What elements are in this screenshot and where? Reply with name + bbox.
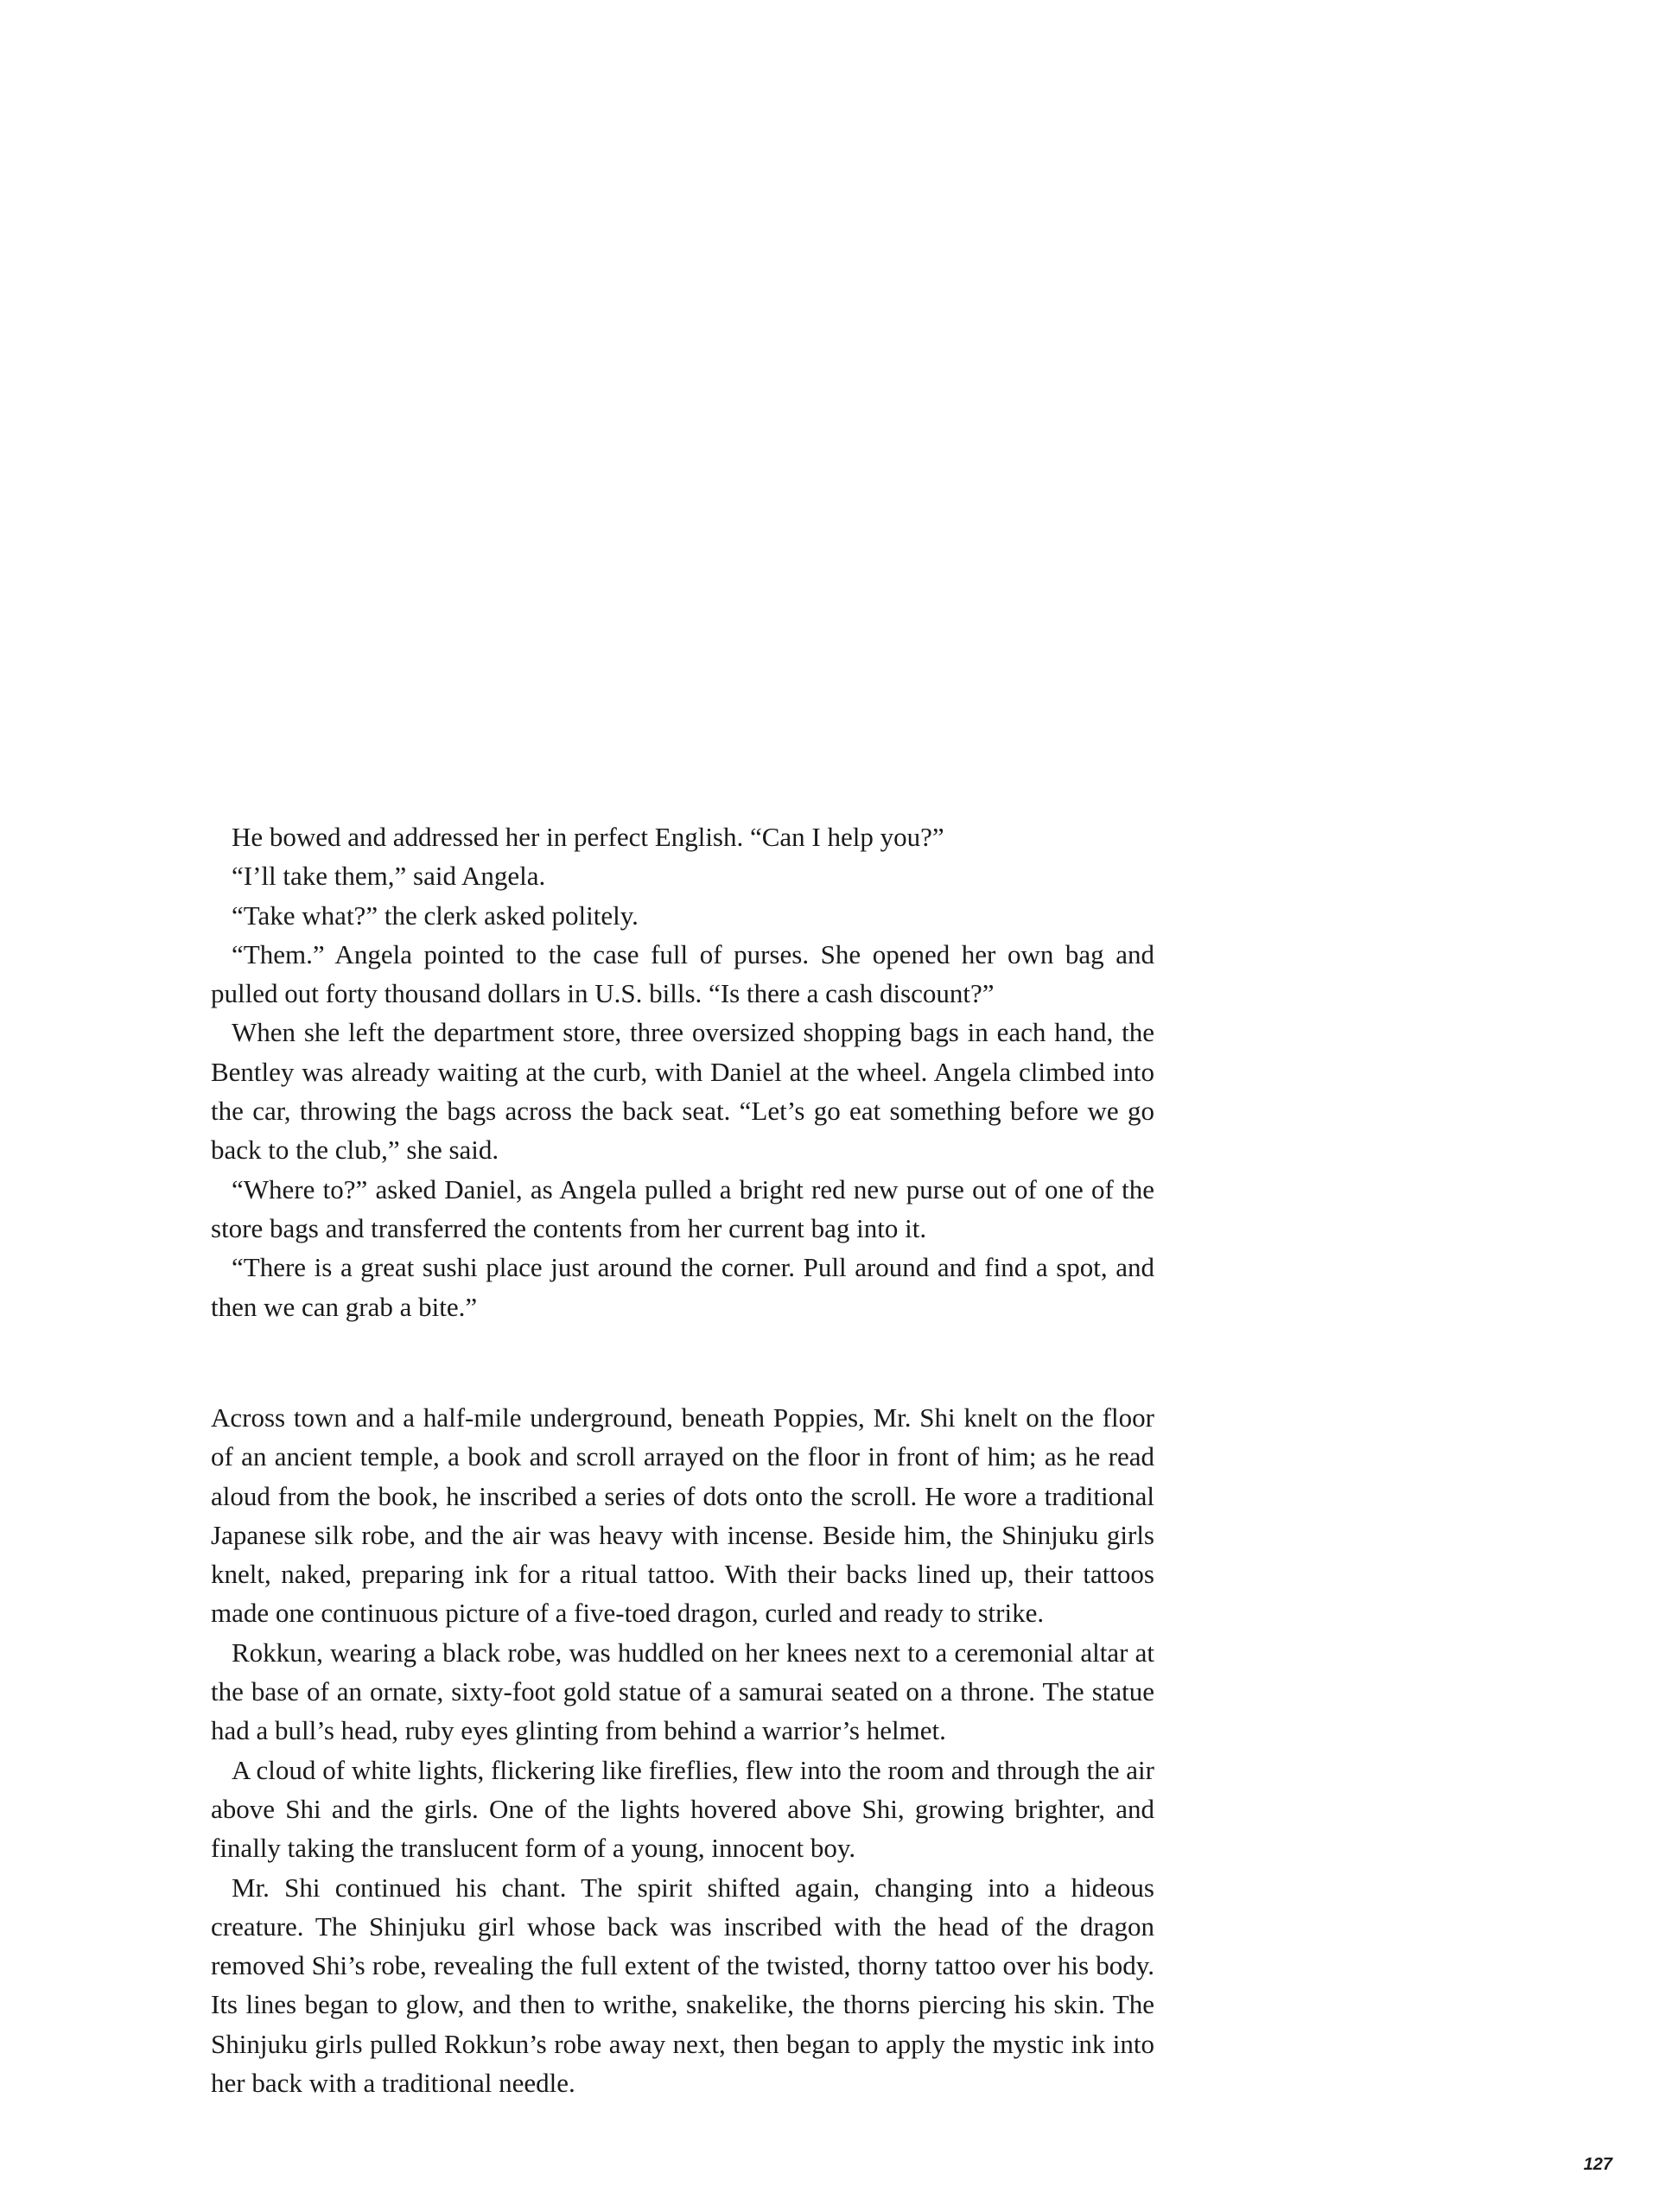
paragraph: Mr. Shi continued his chant. The spirit shifted again, changing into a hideous creature. The Shinjuku girl whose back was inscribed with the head of the dragon removed Shi’s robe, revealing the full extent of the twisted, thorny tattoo over his body. Its lines began to glow, and then to writhe, snakelike, the thorns piercing his skin. The Shinjuku girls pulled Rokkun’s robe away next, then began to apply the mystic ink into her back with a traditional needle. — [211, 1872, 1154, 2099]
paragraph: He bowed and addressed her in perfect English. “Can I help you?” — [232, 822, 944, 852]
text-section-1 — [211, 817, 1154, 1326]
paragraph: “Take what?” the clerk asked politely. — [232, 899, 639, 931]
paragraph: Across town and a half-mile underground, beneath Poppies, Mr. Shi knelt on the floor of an ancient temple, a book and scroll arrayed on the floor in front of him; as he read aloud from the book, he inscribed a series of dots onto the scroll. He wore a traditional Japanese silk robe, and the air was heavy with incense. Beside him, the Shinjuku girls knelt, naked, preparing ink for a ritual tattoo. With their backs lined up, their tattoos made one continuous picture of a five-toed dragon, curled and ready to strike. — [211, 1402, 1154, 1629]
paragraph: Rokkun, wearing a black robe, was huddled on her knees next to a ceremonial altar at the base of an ornate, sixty-foot gold statue of a samurai seated on a throne. The statue had a bull’s head, ruby eyes glinting from behind a warrior’s helmet. — [211, 1637, 1154, 1746]
paragraph: “I’ll take them,” said Angela. — [232, 861, 546, 892]
paragraph: “There is a great sushi place just around the corner. Pull around and find a spot, and then we can grab a bite.” — [211, 1252, 1154, 1322]
page-number: 127 — [1583, 2155, 1612, 2174]
paragraph: When she left the department store, three oversized shopping bags in each hand, the Bentley was already waiting at the curb, with Daniel at the wheel. Angela climbed into the car, throwing the bags across the back seat. “Let’s go eat something before we go back to the club,” she said. — [211, 1017, 1154, 1166]
paragraph: A cloud of white lights, flickering like fireflies, flew into the room and through the air above Shi and the girls. One of the lights hovered above Shi, growing brighter, and finally taking the translucent form of a young, innocent boy. — [211, 1754, 1154, 1864]
paragraph: “Them.” Angela pointed to the case full of purses. She opened her own bag and pulled out forty thousand dollars in U.S. bills. “Is there a cash discount?” — [211, 938, 1154, 1009]
text-section-2 — [211, 1398, 1154, 2102]
paragraph: “Where to?” asked Daniel, as Angela pulled a bright red new purse out of one of the store bags and transferred the contents from her current bag into it. — [211, 1173, 1154, 1243]
